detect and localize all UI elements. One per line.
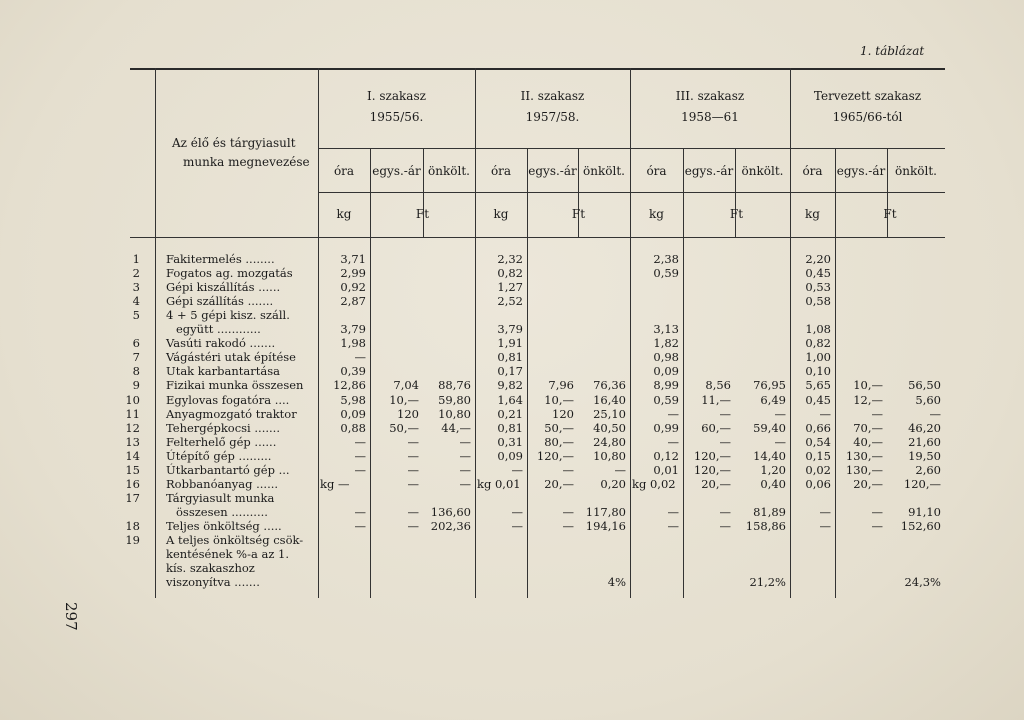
subcol-header-egys.-ár: egys.-ár xyxy=(372,164,421,178)
cell-value: 7,04 xyxy=(393,378,419,393)
cell-value: 14,40 xyxy=(753,448,786,463)
cell-value: 16,40 xyxy=(593,392,626,407)
row-label: Tárgyiasult munka xyxy=(166,490,275,505)
cell-value: — xyxy=(354,434,366,449)
cell-value: 50,— xyxy=(389,420,419,435)
cell-value: 0,53 xyxy=(805,280,831,295)
label-col-header-2: munka megnevezése xyxy=(183,155,310,169)
cell-value: 136,60 xyxy=(430,504,471,519)
row-label: kentésének %-a az 1. xyxy=(166,547,290,562)
row-number: 7 xyxy=(132,350,140,365)
cell-value: 10,— xyxy=(389,392,419,407)
cell-value: 4% xyxy=(607,575,626,590)
row-number: 8 xyxy=(132,364,140,379)
row-label: Robbanóanyag ...... xyxy=(166,476,279,491)
row-number: 13 xyxy=(125,434,140,449)
cell-value: 194,16 xyxy=(585,518,626,533)
row-label: Gépi kiszállítás ...... xyxy=(166,280,281,295)
cell-value: — xyxy=(667,406,679,421)
subcol-header-egys.-ár: egys.-ár xyxy=(684,164,734,178)
row-label: A teljes önköltség csök- xyxy=(166,533,304,547)
cell-value: 80,— xyxy=(544,434,574,449)
cell-value: 0,54 xyxy=(805,434,831,449)
row-number: 10 xyxy=(125,392,140,407)
period-3-name: III. szakasz xyxy=(675,89,745,103)
cell-value: 2,32 xyxy=(497,252,523,266)
cell-value: 3,79 xyxy=(340,322,366,337)
subcol-header-önkölt.: önkölt. xyxy=(741,164,784,178)
row-label: kís. szakaszhoz xyxy=(166,561,255,576)
cell-value: 60,— xyxy=(701,420,731,435)
subcol-header-önkölt.: önkölt. xyxy=(583,164,625,178)
cell-value: 76,95 xyxy=(753,378,786,393)
cell-value: 56,50 xyxy=(908,378,941,393)
cell-value: 0,15 xyxy=(805,448,831,463)
row-number: 3 xyxy=(132,280,140,295)
cell-value: kg 0,01 xyxy=(477,476,521,491)
cell-value: 1,08 xyxy=(805,322,831,337)
cell-value: 59,80 xyxy=(438,392,471,407)
cell-value: 1,20 xyxy=(760,462,786,477)
cell-value: — xyxy=(719,504,731,519)
period-subline xyxy=(318,148,945,149)
cell-value: 21,2% xyxy=(749,575,786,590)
cell-value: 5,65 xyxy=(805,378,831,393)
row-number: 1 xyxy=(132,252,140,266)
cell-value: — xyxy=(667,518,679,533)
cell-value: 81,89 xyxy=(753,504,786,519)
cell-value: — xyxy=(719,406,731,421)
subcol-header-önkölt.: önkölt. xyxy=(895,164,937,178)
cell-value: 1,98 xyxy=(340,336,366,351)
period-2-name: II. szakasz xyxy=(520,89,585,103)
cell-value: 91,10 xyxy=(908,504,941,519)
cell-value: 0,92 xyxy=(340,280,366,295)
subcol-line xyxy=(735,148,736,238)
cell-value: 40,— xyxy=(853,434,883,449)
cell-value: — xyxy=(562,462,574,477)
cell-value: — xyxy=(407,462,419,477)
cell-value: 0,98 xyxy=(653,350,679,365)
cell-value: 2,60 xyxy=(915,462,941,477)
cell-value: 1,91 xyxy=(497,336,523,351)
cell-value: 2,20 xyxy=(805,252,831,266)
subcol-header-óra: óra xyxy=(802,164,823,178)
cell-value: 3,13 xyxy=(653,322,679,337)
cell-value: 19,50 xyxy=(908,448,941,463)
row-label: Fizikai munka összesen xyxy=(166,378,304,393)
row-label: Gépi szállítás ....... xyxy=(166,294,274,309)
cell-value: — xyxy=(354,462,366,477)
cell-value: 0,88 xyxy=(340,420,366,435)
cell-value: 20,— xyxy=(701,476,731,491)
cell-value: 59,40 xyxy=(753,420,786,435)
cell-value: 12,86 xyxy=(333,378,366,393)
cell-value: 0,58 xyxy=(805,294,831,309)
cell-value: 120,— xyxy=(903,476,941,491)
unit-ft: Ft xyxy=(415,207,430,221)
cell-value: — xyxy=(459,448,471,463)
cell-value: 2,52 xyxy=(497,294,523,309)
unit-ft: Ft xyxy=(571,207,586,221)
cell-value: 5,60 xyxy=(915,392,941,407)
cell-value: 117,80 xyxy=(585,504,626,519)
cell-value: 158,86 xyxy=(745,518,786,533)
cell-value: — xyxy=(774,406,786,421)
row-number: 17 xyxy=(125,490,140,505)
cell-value: 120,— xyxy=(693,448,731,463)
cell-value: — xyxy=(511,504,523,519)
cell-value: 9,82 xyxy=(497,378,523,393)
cell-value: 0,06 xyxy=(805,476,831,491)
row-label: Vágástéri utak építése xyxy=(166,350,296,365)
cell-value: 10,— xyxy=(853,378,883,393)
cell-value: 0,09 xyxy=(340,406,366,421)
cell-value: — xyxy=(774,434,786,449)
cell-value: — xyxy=(719,434,731,449)
row-number: 14 xyxy=(125,448,140,463)
cell-value: kg 0,02 xyxy=(632,476,676,491)
row-label: Útépítő gép ......... xyxy=(166,448,272,463)
cell-value: 0,20 xyxy=(600,476,626,491)
cell-value: 1,00 xyxy=(805,350,831,365)
cell-value: — xyxy=(407,476,419,491)
cell-value: 1,64 xyxy=(497,392,523,407)
period-4-years: 1965/66-tól xyxy=(832,110,903,124)
period-2-years: 1957/58. xyxy=(525,110,580,124)
cell-value: 2,38 xyxy=(653,252,679,266)
unit-line xyxy=(318,192,945,193)
cell-value: 0,12 xyxy=(653,448,679,463)
row-label: Utak karbantartása xyxy=(166,364,280,379)
cell-value: — xyxy=(871,504,883,519)
cell-value: 24,3% xyxy=(904,575,941,590)
cell-value: — xyxy=(667,504,679,519)
row-label: Teljes önköltség ..... xyxy=(166,518,282,533)
cell-value: — xyxy=(871,518,883,533)
cell-value: — xyxy=(354,504,366,519)
period-1-name: I. szakasz xyxy=(367,89,426,103)
cell-value: 11,— xyxy=(701,392,731,407)
cell-value: 0,40 xyxy=(760,476,786,491)
row-label: összesen .......... xyxy=(176,504,268,519)
cell-value: — xyxy=(354,518,366,533)
cell-value: 0,01 xyxy=(653,462,679,477)
row-number: 5 xyxy=(132,308,140,323)
cell-value: — xyxy=(459,434,471,449)
cell-value: 0,82 xyxy=(805,336,831,351)
cell-value: 0,59 xyxy=(653,392,679,407)
subcol-header-egys.-ár: egys.-ár xyxy=(836,164,886,178)
row-number: 9 xyxy=(132,378,140,393)
row-label: Fakitermelés ........ xyxy=(166,252,275,266)
unit-kg: kg xyxy=(649,207,664,221)
page-number: 297 xyxy=(62,602,80,631)
cell-value: 40,50 xyxy=(593,420,626,435)
row-number: 18 xyxy=(125,518,140,533)
subcol-header-óra: óra xyxy=(646,164,667,178)
cell-value: 130,— xyxy=(845,462,883,477)
subcol-header-óra: óra xyxy=(333,164,355,178)
cell-value: 12,— xyxy=(853,392,883,407)
cell-value: 70,— xyxy=(853,420,883,435)
label-col-header-1: Az élő és tárgyiasult xyxy=(172,136,296,150)
cell-value: 3,79 xyxy=(497,322,523,337)
unit-ft: Ft xyxy=(883,207,897,221)
cell-value: 10,— xyxy=(544,392,574,407)
row-label: Egylovas fogatóra .... xyxy=(166,392,290,407)
cell-value: — xyxy=(614,462,626,477)
cell-value: 3,71 xyxy=(340,252,366,266)
cell-value: 0,02 xyxy=(805,462,831,477)
period-1-years: 1955/56. xyxy=(369,110,424,124)
cell-value: 20,— xyxy=(544,476,574,491)
cell-value: 10,80 xyxy=(593,448,626,463)
header-bottom-rule xyxy=(130,237,945,238)
cell-value: 24,80 xyxy=(593,434,626,449)
cell-value: 0,10 xyxy=(805,364,831,379)
cell-value: — xyxy=(511,462,523,477)
cell-value: 0,99 xyxy=(653,420,679,435)
cell-value: 8,99 xyxy=(653,378,679,393)
cell-value: 2,87 xyxy=(340,294,366,309)
table-caption: 1. táblázat xyxy=(860,44,925,58)
cell-value: — xyxy=(719,518,731,533)
row-label: viszonyítva ....... xyxy=(166,575,260,590)
cell-value: 1,27 xyxy=(497,280,523,295)
cell-value: 20,— xyxy=(853,476,883,491)
row-number: 2 xyxy=(132,266,140,281)
cell-value: — xyxy=(459,462,471,477)
cell-value: — xyxy=(354,350,366,365)
cell-value: 0,81 xyxy=(497,350,523,365)
row-label: Felterhelő gép ...... xyxy=(166,434,277,449)
period-4-name: Tervezett szakasz xyxy=(813,89,922,103)
cell-value: 10,80 xyxy=(438,406,471,421)
cell-value: 120 xyxy=(552,406,574,421)
cell-value: 25,10 xyxy=(593,406,626,421)
cell-value: 0,45 xyxy=(805,392,831,407)
cell-value: — xyxy=(407,504,419,519)
cell-value: 0,09 xyxy=(497,448,523,463)
row-label: Tehergépkocsi ....... xyxy=(166,420,280,435)
cell-value: 88,76 xyxy=(438,378,471,393)
cell-value: 0,39 xyxy=(340,364,366,379)
cell-value: — xyxy=(929,406,941,421)
unit-kg: kg xyxy=(493,207,509,221)
period-3-years: 1958—61 xyxy=(681,110,739,124)
cell-value: 0,82 xyxy=(497,266,523,281)
cell-value: 5,98 xyxy=(340,392,366,407)
cell-value: — xyxy=(667,434,679,449)
cell-value: 1,82 xyxy=(653,336,679,351)
unit-ft: Ft xyxy=(729,207,744,221)
subcol-line xyxy=(423,148,424,238)
cell-value: — xyxy=(562,504,574,519)
unit-kg: kg xyxy=(336,207,352,221)
cell-value: 0,17 xyxy=(497,364,523,379)
cell-value: 0,09 xyxy=(653,364,679,379)
row-number: 15 xyxy=(125,462,140,477)
subcol-header-egys.-ár: egys.-ár xyxy=(528,164,577,178)
cell-value: 0,45 xyxy=(805,266,831,281)
row-label: 4 + 5 gépi kisz. száll. xyxy=(166,308,290,323)
row-label: együtt ............ xyxy=(176,322,261,337)
cell-value: 7,96 xyxy=(548,378,574,393)
cell-value: 120,— xyxy=(536,448,574,463)
row-number: 12 xyxy=(125,420,140,435)
cell-value: — xyxy=(562,518,574,533)
cell-value: — xyxy=(819,504,831,519)
cell-value: — xyxy=(354,448,366,463)
row-number: 4 xyxy=(132,294,140,309)
cell-value: 46,20 xyxy=(908,420,941,435)
row-label: Útkarbantartó gép ... xyxy=(166,462,290,477)
cell-value: 2,99 xyxy=(340,266,366,281)
cell-value: 130,— xyxy=(845,448,883,463)
cell-value: 6,49 xyxy=(760,392,786,407)
cell-value: 21,60 xyxy=(908,434,941,449)
row-label: Vasúti rakodó ....... xyxy=(166,336,276,351)
cell-value: 0,31 xyxy=(497,434,523,449)
cell-value: 120,— xyxy=(693,462,731,477)
unit-kg: kg xyxy=(805,207,820,221)
cell-value: — xyxy=(459,476,471,491)
cell-value: 152,60 xyxy=(900,518,941,533)
subcol-line xyxy=(887,148,888,238)
cell-value: 0,66 xyxy=(805,420,831,435)
cell-value: 120 xyxy=(397,406,419,421)
subcol-line xyxy=(578,148,579,238)
cell-value: 76,36 xyxy=(593,378,626,393)
row-label: Anyagmozgató traktor xyxy=(166,406,297,421)
row-number: 19 xyxy=(125,533,140,547)
subcol-header-óra: óra xyxy=(490,164,512,178)
cell-value: — xyxy=(819,518,831,533)
cell-value: 0,21 xyxy=(497,406,523,421)
cell-value: — xyxy=(511,518,523,533)
cell-value: 0,59 xyxy=(653,266,679,281)
row-number: 11 xyxy=(125,406,140,421)
cell-value: 8,56 xyxy=(705,378,731,393)
cell-value: — xyxy=(871,406,883,421)
cell-value: kg — xyxy=(320,476,350,491)
cell-value: 44,— xyxy=(441,420,471,435)
divider-num xyxy=(155,68,156,598)
row-number: 6 xyxy=(132,336,140,351)
top-rule xyxy=(130,68,945,70)
cell-value: 202,36 xyxy=(430,518,471,533)
cell-value: 0,81 xyxy=(497,420,523,435)
cell-value: 50,— xyxy=(544,420,574,435)
row-number: 16 xyxy=(125,476,140,491)
cell-value: — xyxy=(407,448,419,463)
cell-value: — xyxy=(819,406,831,421)
cell-value: — xyxy=(407,518,419,533)
cell-value: — xyxy=(407,434,419,449)
subcol-header-önkölt.: önkölt. xyxy=(428,164,470,178)
row-label: Fogatos ag. mozgatás xyxy=(166,266,293,281)
